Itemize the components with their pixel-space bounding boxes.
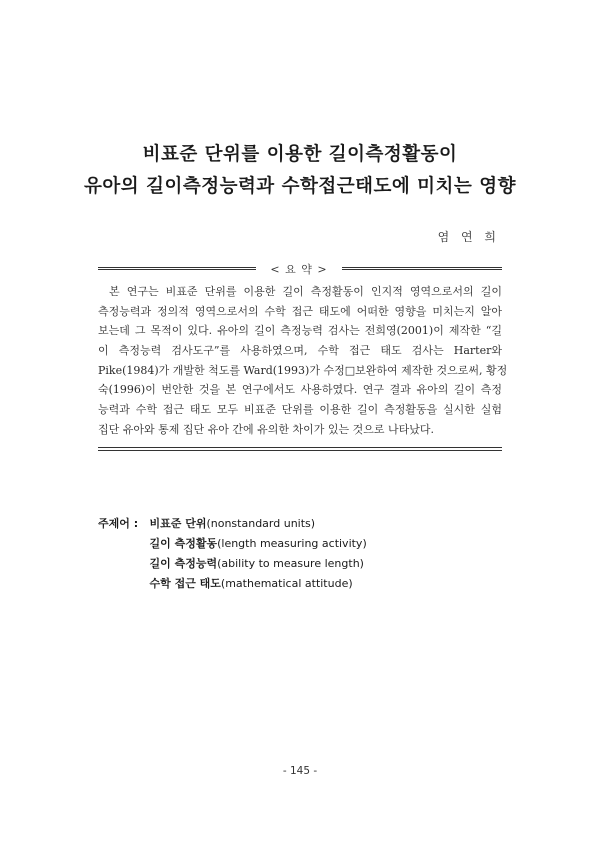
keyword-en: (ability to measure length) <box>217 557 364 570</box>
keyword-ko: 길이 측정활동 <box>149 537 218 550</box>
title-line-1: 비표준 단위를 이용한 길이측정활동이 <box>142 144 458 165</box>
title-line-2: 유아의 길이측정능력과 수학접근태도에 미치는 영향 <box>84 176 516 197</box>
keyword-ko: 길이 측정능력 <box>149 557 218 570</box>
keywords-label: 주제어 : <box>98 517 139 530</box>
abstract-header <box>98 264 502 276</box>
keyword-ko: 비표준 단위 <box>149 517 207 530</box>
keyword-en: (nonstandard units) <box>206 517 316 530</box>
keyword-ko: 수학 접근 태도 <box>149 577 221 590</box>
double-rule <box>98 447 502 451</box>
keyword-row <box>98 514 367 534</box>
abstract-line: Pike(1984)가 개발한 척도를 Ward(1993)가 수정□보완하여 제작한 것으로써, 황정 <box>98 363 508 377</box>
abstract-line: 집단 유아와 통제 집단 유아 간에 유의한 차이가 있는 것으로 나타났다. <box>98 422 434 436</box>
abstract-header-rule-left <box>98 267 256 270</box>
author-name: 염 연 희 <box>437 230 500 244</box>
abstract-line: 이 측정능력 검사도구”를 사용하였으며, 수학 접근 태도 검사는 Harter와 <box>98 344 502 358</box>
page-number: - 145 - <box>282 765 318 777</box>
abstract-footer-rule <box>98 447 502 451</box>
abstract-body <box>98 282 508 440</box>
abstract-header-rule-right <box>342 267 502 270</box>
abstract-line: 본 연구는 비표준 단위를 이용한 길이 측정활동이 인지적 영역으로서의 길이 <box>109 285 502 298</box>
keywords-block <box>98 514 367 594</box>
abstract-line: 능력과 수학 접근 태도 모두 비표준 단위를 이용한 길이 측정활동을 실시한 실험 <box>98 403 502 417</box>
abstract-line: 보는데 그 목적이 있다. 유아의 길이 측정능력 검사는 전희영(2001)이 제작한 “길 <box>98 324 502 338</box>
keyword-en: (length measuring activity) <box>217 537 367 550</box>
keyword-row <box>98 534 367 554</box>
abstract-line: 숙(1996)이 번안한 것을 본 연구에서도 사용하였다. 연구 결과 유아의 길이 측정 <box>98 383 502 397</box>
abstract-line: 측정능력과 정의적 영역으로서의 수학 접근 태도에 어떠한 영향을 미치는지 알아 <box>98 304 502 318</box>
keyword-row <box>98 574 367 594</box>
abstract-heading: < 요 약 > <box>270 263 328 276</box>
keyword-en: (mathematical attitude) <box>220 577 353 590</box>
keyword-row <box>98 554 367 574</box>
